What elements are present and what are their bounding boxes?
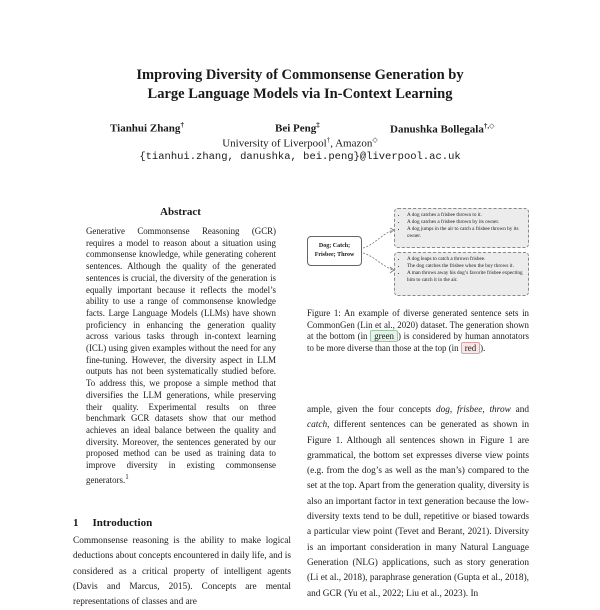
- concept-catch: catch: [307, 420, 328, 431]
- figure-caption: [307, 308, 529, 355]
- title-line-1: Improving Diversity of Commonsense Generation by: [136, 67, 464, 83]
- abstract-footnote-mark: 1: [125, 472, 129, 481]
- author-1-mark: †: [180, 121, 184, 129]
- caption-part-1: Figure 1: An example of diverse generated sentence sets in CommonGen (Lin et al., 2020) dataset. The generation shown at the bottom (in: [307, 308, 529, 342]
- affiliation-mark-1: †: [326, 136, 331, 144]
- concept-dog: dog: [435, 405, 450, 415]
- author-2-mark: ‡: [316, 121, 320, 129]
- affiliation-university: University of Liverpool: [222, 137, 327, 150]
- body-text-1: ample, given the four concepts: [307, 405, 432, 415]
- affiliation-mark-2: ◇: [372, 136, 378, 144]
- figure-1: [307, 206, 529, 298]
- bottom-sentence-1: • A dog leaps to catch a thrown frisbee.: [407, 256, 524, 263]
- author-1: [110, 121, 184, 135]
- introduction-text: Commonsense reasoning is the ability to make logical deductions about concepts encountered in daily life, and is considered as a critical property of intelligent agents (Davis and Marcus, 2015). Concepts are mental representations of classes and are: [73, 536, 291, 608]
- abstract-body: Generative Commonsense Reasoning (GCR) requires a model to reason about a situation using commonsense knowledge, while generating coherent sentences. Although the quality of the generated sentences is crucial, the diversity of the generation is equally important because it reflects the model’s ability to use a range of commonsense knowledge facts. Large Language Models (LLMs) have shown proficiency in enhancing the generation quality across various tasks through in-context learning (ICL) using given examples without the need for any fine-tuning. However, the diversity aspect in LLM outputs has not been systematically studied before. To address this, we propose a simple method that diversifies the LLM generations, while preserving their quality. Experimental results on three benchmark GCR datasets show that our method achieves an ideal balance between the quality and diversity. Moreover, the sentences generated by our proposed method can be used as training data to improve diversity in existing commonsense generators.: [86, 226, 276, 485]
- caption-green-label: green: [370, 330, 398, 342]
- author-3: [390, 121, 494, 136]
- section-title: Introduction: [92, 517, 153, 529]
- affiliation: [0, 136, 600, 150]
- section-heading-introduction: [73, 517, 152, 529]
- concept-throw: throw: [489, 405, 511, 415]
- arrow-to-top-set: [363, 230, 393, 248]
- top-sentence-2: • A dog catches a frisbee thrown by its owner.: [407, 219, 524, 226]
- abstract-heading: Abstract: [160, 206, 201, 218]
- author-2-name: Bei Peng: [275, 122, 317, 135]
- top-sentence-3: • A dog jumps in the air to catch a frisbee thrown by its owner.: [407, 226, 524, 240]
- concept-box: [307, 236, 362, 266]
- bottom-sentence-2: • The dog catches the frisbee when the boy throws it.: [407, 263, 524, 270]
- caption-red-label: red: [461, 342, 480, 354]
- abstract-text: [86, 226, 276, 486]
- caption-part-2: ) is considered by human annotators to be more diverse than those at the top (in: [307, 331, 529, 354]
- body-text-and: and: [515, 405, 530, 415]
- author-3-name: Danushka Bollegala: [390, 123, 484, 136]
- author-1-name: Tianhui Zhang: [110, 122, 181, 135]
- concepts-line-2: Frisbee; Throw: [314, 252, 355, 258]
- affiliation-amazon: , Amazon: [330, 137, 373, 150]
- top-sentence-1: • A dog catches a frisbee thrown to it.: [407, 212, 524, 219]
- author-2: [275, 121, 320, 135]
- caption-part-3: ).: [480, 343, 486, 354]
- author-emails: {tianhui.zhang, danushka, bei.peng}@liverpool.ac.uk: [139, 151, 461, 163]
- bottom-generation-set: [394, 252, 529, 296]
- top-generation-set: [394, 208, 529, 248]
- body-text-2: , different sentences can be generated as shown in Figure 1. Although all sentences shown in Figure 1 are grammatical, the bottom set expresses diverse view points (e.g. from the dog’s as well as the man’s) compared to the set at the top. Apart from the generation quality, diversity is also an important factor in text generation because the low-diversity texts tend to be dull, repetitive or biased towards a particular view point (Tevet and Berant, 2021). Diversity is an important consideration in many Natural Language Generation (NLG) applications, such as story generation (Li et al., 2018), paraphrase generation (Gupta et al., 2018), and GCR (Yu et al., 2022; Liu et al., 2023). In: [307, 420, 529, 599]
- title-line-2: Large Language Models via In-Context Learning: [147, 86, 453, 102]
- body-right-column: ample, given the four concepts dog, frisbee, throw and catch, different sentences can be generated as shown in Figure 1. Although all sentences shown in Figure 1 are grammatical, the bottom set expresses diverse view points (e.g. from the dog’s as well as the man’s) compared to the set at the top. Apart from the generation quality, diversity is also an important factor in text generation because the low-diversity texts tend to be dull, repetitive or biased towards a particular view point (Tevet and Berant, 2021). Diversity is an important consideration in many Natural Language Generation (NLG) applications, such as story generation (Li et al., 2018), paraphrase generation (Gupta et al., 2018), and GCR (Yu et al., 2022; Liu et al., 2023). In: [307, 405, 530, 599]
- author-3-mark: †,◇: [483, 122, 495, 130]
- bottom-sentence-3: • A man throws away his dog’s favorite frisbee expecting him to catch it in the air.: [407, 270, 524, 284]
- concept-frisbee: frisbee: [457, 405, 483, 415]
- paper-title: [0, 66, 600, 104]
- arrow-to-bottom-set: [363, 253, 393, 270]
- figure-arrows: [362, 220, 396, 280]
- concepts-line-1: Dog; Catch;: [318, 243, 351, 249]
- section-number: 1: [73, 517, 79, 529]
